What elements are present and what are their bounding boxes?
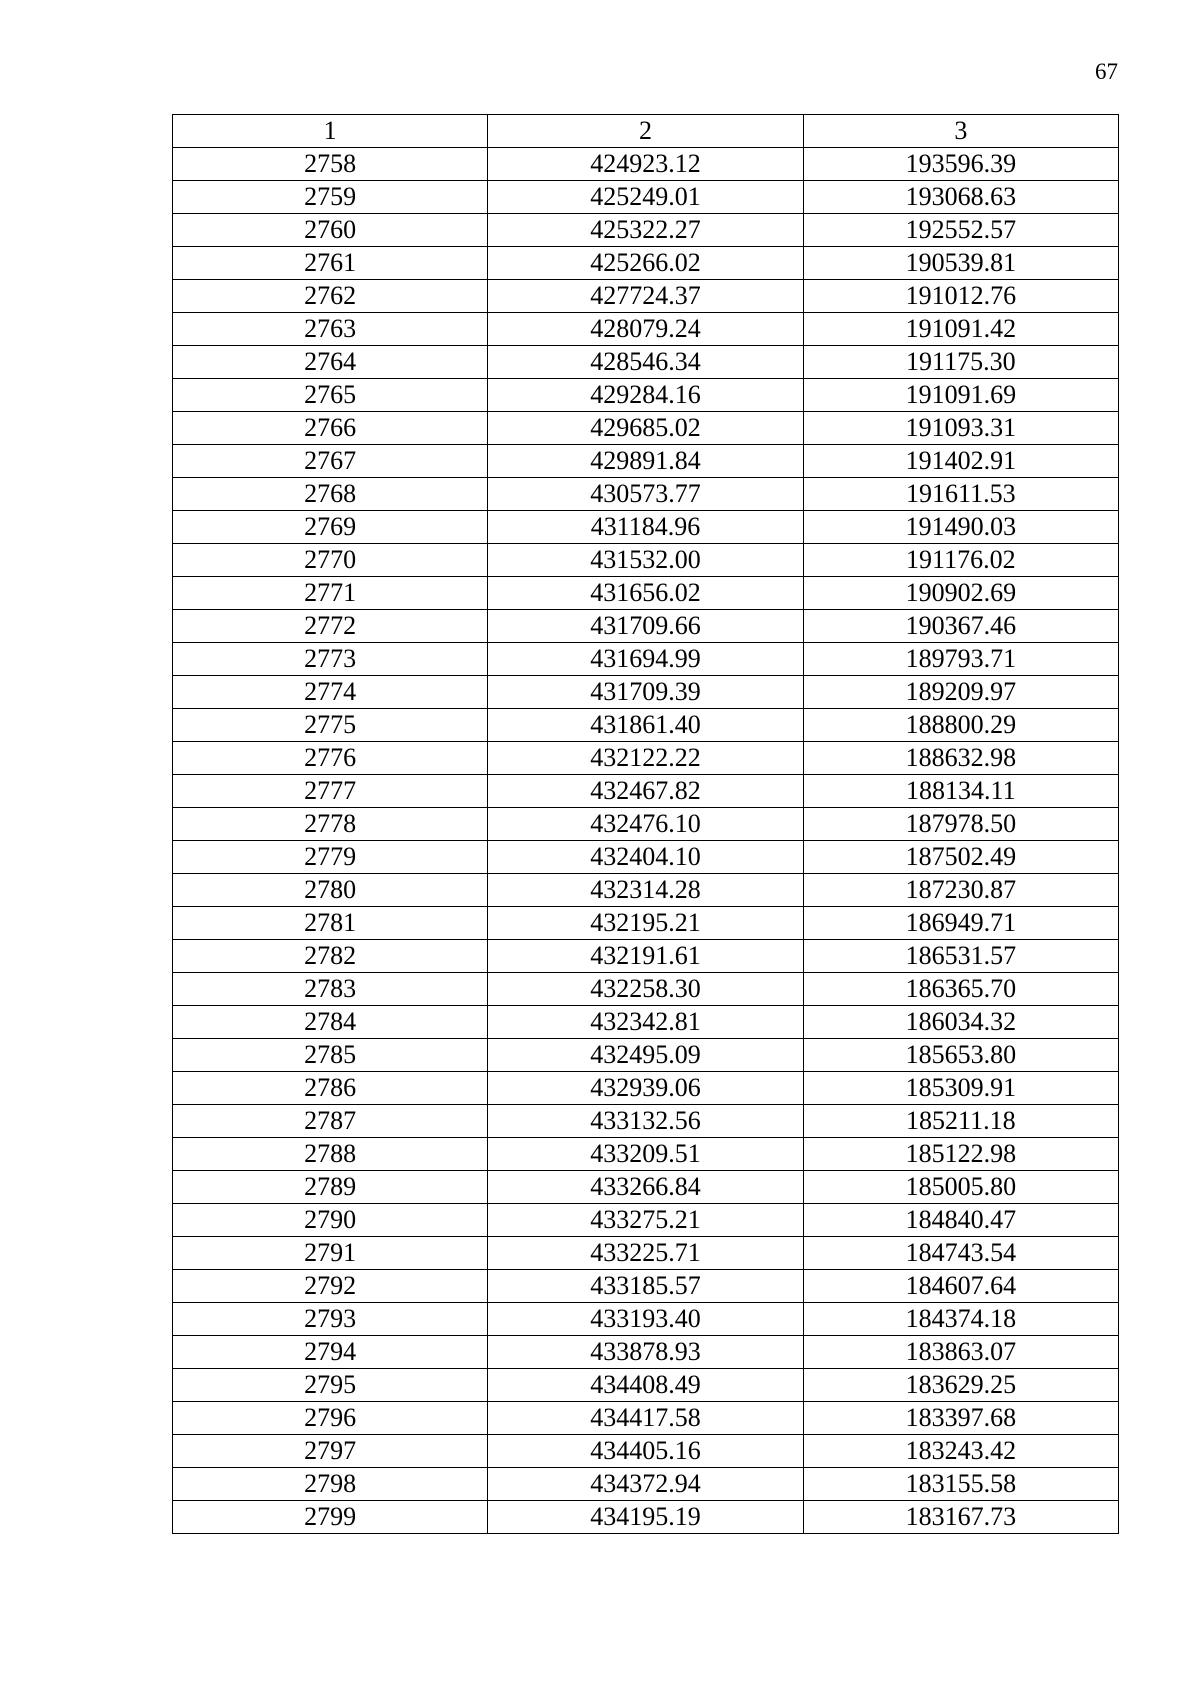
x-coordinate-cell: 434195.19	[488, 1501, 803, 1534]
y-coordinate-cell: 193596.39	[803, 148, 1118, 181]
y-coordinate-cell: 187502.49	[803, 841, 1118, 874]
y-coordinate-cell: 185122.98	[803, 1138, 1118, 1171]
x-coordinate-cell: 431532.00	[488, 544, 803, 577]
y-coordinate-cell: 191093.31	[803, 412, 1118, 445]
x-coordinate-cell: 428079.24	[488, 313, 803, 346]
table-row	[173, 775, 1119, 808]
x-coordinate-cell: 430573.77	[488, 478, 803, 511]
point-number-cell: 2793	[173, 1303, 488, 1336]
table-row	[173, 1369, 1119, 1402]
x-coordinate-cell: 425266.02	[488, 247, 803, 280]
y-coordinate-cell: 188800.29	[803, 709, 1118, 742]
y-coordinate-cell: 190367.46	[803, 610, 1118, 643]
y-coordinate-cell: 191611.53	[803, 478, 1118, 511]
coordinates-table	[172, 114, 1119, 1534]
x-coordinate-cell: 433878.93	[488, 1336, 803, 1369]
x-coordinate-cell: 433132.56	[488, 1105, 803, 1138]
x-coordinate-cell: 434372.94	[488, 1468, 803, 1501]
x-coordinate-cell: 432495.09	[488, 1039, 803, 1072]
table-row	[173, 643, 1119, 676]
point-number-cell: 2778	[173, 808, 488, 841]
y-coordinate-cell: 183397.68	[803, 1402, 1118, 1435]
x-coordinate-cell: 433193.40	[488, 1303, 803, 1336]
column-header-1: 1	[173, 115, 488, 148]
x-coordinate-cell: 425249.01	[488, 181, 803, 214]
point-number-cell: 2772	[173, 610, 488, 643]
y-coordinate-cell: 190902.69	[803, 577, 1118, 610]
table-row	[173, 412, 1119, 445]
point-number-cell: 2758	[173, 148, 488, 181]
point-number-cell: 2777	[173, 775, 488, 808]
table-row	[173, 181, 1119, 214]
x-coordinate-cell: 434417.58	[488, 1402, 803, 1435]
x-coordinate-cell: 433266.84	[488, 1171, 803, 1204]
x-coordinate-cell: 431709.39	[488, 676, 803, 709]
x-coordinate-cell: 432476.10	[488, 808, 803, 841]
table-row	[173, 1501, 1119, 1534]
y-coordinate-cell: 184607.64	[803, 1270, 1118, 1303]
point-number-cell: 2771	[173, 577, 488, 610]
table-row	[173, 577, 1119, 610]
x-coordinate-cell: 432122.22	[488, 742, 803, 775]
table-row	[173, 148, 1119, 181]
x-coordinate-cell: 432939.06	[488, 1072, 803, 1105]
x-coordinate-cell: 431184.96	[488, 511, 803, 544]
table-row	[173, 742, 1119, 775]
x-coordinate-cell: 429891.84	[488, 445, 803, 478]
point-number-cell: 2799	[173, 1501, 488, 1534]
page-number: 67	[1095, 59, 1118, 84]
table-row	[173, 940, 1119, 973]
point-number-cell: 2790	[173, 1204, 488, 1237]
table-row	[173, 907, 1119, 940]
table-row	[173, 1435, 1119, 1468]
table-header-row	[173, 115, 1119, 148]
table-row	[173, 1468, 1119, 1501]
point-number-cell: 2762	[173, 280, 488, 313]
x-coordinate-cell: 427724.37	[488, 280, 803, 313]
x-coordinate-cell: 432191.61	[488, 940, 803, 973]
point-number-cell: 2781	[173, 907, 488, 940]
point-number-cell: 2766	[173, 412, 488, 445]
table-row	[173, 214, 1119, 247]
x-coordinate-cell: 429685.02	[488, 412, 803, 445]
point-number-cell: 2764	[173, 346, 488, 379]
x-coordinate-cell: 431656.02	[488, 577, 803, 610]
y-coordinate-cell: 187230.87	[803, 874, 1118, 907]
y-coordinate-cell: 185653.80	[803, 1039, 1118, 1072]
y-coordinate-cell: 192552.57	[803, 214, 1118, 247]
point-number-cell: 2761	[173, 247, 488, 280]
table-row	[173, 1336, 1119, 1369]
table-row	[173, 1039, 1119, 1072]
y-coordinate-cell: 186034.32	[803, 1006, 1118, 1039]
table-row	[173, 874, 1119, 907]
y-coordinate-cell: 185005.80	[803, 1171, 1118, 1204]
table-row	[173, 610, 1119, 643]
y-coordinate-cell: 183863.07	[803, 1336, 1118, 1369]
point-number-cell: 2784	[173, 1006, 488, 1039]
table-row	[173, 280, 1119, 313]
y-coordinate-cell: 184374.18	[803, 1303, 1118, 1336]
point-number-cell: 2776	[173, 742, 488, 775]
x-coordinate-cell: 425322.27	[488, 214, 803, 247]
column-header-2: 2	[488, 115, 803, 148]
x-coordinate-cell: 432467.82	[488, 775, 803, 808]
table-row	[173, 379, 1119, 412]
x-coordinate-cell: 432342.81	[488, 1006, 803, 1039]
point-number-cell: 2770	[173, 544, 488, 577]
x-coordinate-cell: 431709.66	[488, 610, 803, 643]
y-coordinate-cell: 183155.58	[803, 1468, 1118, 1501]
table-row	[173, 709, 1119, 742]
table-row	[173, 808, 1119, 841]
x-coordinate-cell: 432258.30	[488, 973, 803, 1006]
table-row	[173, 973, 1119, 1006]
y-coordinate-cell: 190539.81	[803, 247, 1118, 280]
point-number-cell: 2774	[173, 676, 488, 709]
point-number-cell: 2783	[173, 973, 488, 1006]
point-number-cell: 2797	[173, 1435, 488, 1468]
y-coordinate-cell: 186949.71	[803, 907, 1118, 940]
table-row	[173, 511, 1119, 544]
point-number-cell: 2765	[173, 379, 488, 412]
y-coordinate-cell: 186531.57	[803, 940, 1118, 973]
y-coordinate-cell: 183243.42	[803, 1435, 1118, 1468]
table-row	[173, 676, 1119, 709]
x-coordinate-cell: 431694.99	[488, 643, 803, 676]
column-header-3: 3	[803, 115, 1118, 148]
y-coordinate-cell: 191175.30	[803, 346, 1118, 379]
table-row	[173, 1237, 1119, 1270]
point-number-cell: 2779	[173, 841, 488, 874]
y-coordinate-cell: 187978.50	[803, 808, 1118, 841]
x-coordinate-cell: 428546.34	[488, 346, 803, 379]
y-coordinate-cell: 191012.76	[803, 280, 1118, 313]
table-row	[173, 478, 1119, 511]
table-row	[173, 1138, 1119, 1171]
y-coordinate-cell: 191091.42	[803, 313, 1118, 346]
y-coordinate-cell: 185309.91	[803, 1072, 1118, 1105]
y-coordinate-cell: 189209.97	[803, 676, 1118, 709]
table-row	[173, 1105, 1119, 1138]
table-row	[173, 544, 1119, 577]
table-row	[173, 1072, 1119, 1105]
point-number-cell: 2786	[173, 1072, 488, 1105]
point-number-cell: 2759	[173, 181, 488, 214]
table-row	[173, 346, 1119, 379]
y-coordinate-cell: 184840.47	[803, 1204, 1118, 1237]
table-row	[173, 1303, 1119, 1336]
point-number-cell: 2787	[173, 1105, 488, 1138]
table-body	[173, 115, 1119, 1534]
point-number-cell: 2788	[173, 1138, 488, 1171]
x-coordinate-cell: 432314.28	[488, 874, 803, 907]
y-coordinate-cell: 191176.02	[803, 544, 1118, 577]
x-coordinate-cell: 429284.16	[488, 379, 803, 412]
y-coordinate-cell: 189793.71	[803, 643, 1118, 676]
x-coordinate-cell: 433225.71	[488, 1237, 803, 1270]
x-coordinate-cell: 434408.49	[488, 1369, 803, 1402]
table-row	[173, 313, 1119, 346]
table-row	[173, 445, 1119, 478]
x-coordinate-cell: 433209.51	[488, 1138, 803, 1171]
y-coordinate-cell: 183629.25	[803, 1369, 1118, 1402]
y-coordinate-cell: 193068.63	[803, 181, 1118, 214]
table-row	[173, 1270, 1119, 1303]
point-number-cell: 2796	[173, 1402, 488, 1435]
point-number-cell: 2780	[173, 874, 488, 907]
x-coordinate-cell: 424923.12	[488, 148, 803, 181]
point-number-cell: 2794	[173, 1336, 488, 1369]
point-number-cell: 2763	[173, 313, 488, 346]
x-coordinate-cell: 431861.40	[488, 709, 803, 742]
point-number-cell: 2792	[173, 1270, 488, 1303]
x-coordinate-cell: 432195.21	[488, 907, 803, 940]
table-row	[173, 1171, 1119, 1204]
x-coordinate-cell: 433185.57	[488, 1270, 803, 1303]
point-number-cell: 2798	[173, 1468, 488, 1501]
y-coordinate-cell: 184743.54	[803, 1237, 1118, 1270]
point-number-cell: 2795	[173, 1369, 488, 1402]
y-coordinate-cell: 191091.69	[803, 379, 1118, 412]
point-number-cell: 2768	[173, 478, 488, 511]
point-number-cell: 2760	[173, 214, 488, 247]
table-row	[173, 841, 1119, 874]
y-coordinate-cell: 186365.70	[803, 973, 1118, 1006]
table-row	[173, 1402, 1119, 1435]
y-coordinate-cell: 188134.11	[803, 775, 1118, 808]
point-number-cell: 2789	[173, 1171, 488, 1204]
point-number-cell: 2769	[173, 511, 488, 544]
y-coordinate-cell: 185211.18	[803, 1105, 1118, 1138]
point-number-cell: 2767	[173, 445, 488, 478]
x-coordinate-cell: 432404.10	[488, 841, 803, 874]
x-coordinate-cell: 434405.16	[488, 1435, 803, 1468]
y-coordinate-cell: 191490.03	[803, 511, 1118, 544]
point-number-cell: 2791	[173, 1237, 488, 1270]
table-row	[173, 1204, 1119, 1237]
y-coordinate-cell: 188632.98	[803, 742, 1118, 775]
table-row	[173, 247, 1119, 280]
point-number-cell: 2782	[173, 940, 488, 973]
point-number-cell: 2785	[173, 1039, 488, 1072]
point-number-cell: 2773	[173, 643, 488, 676]
table-row	[173, 1006, 1119, 1039]
x-coordinate-cell: 433275.21	[488, 1204, 803, 1237]
point-number-cell: 2775	[173, 709, 488, 742]
y-coordinate-cell: 191402.91	[803, 445, 1118, 478]
y-coordinate-cell: 183167.73	[803, 1501, 1118, 1534]
